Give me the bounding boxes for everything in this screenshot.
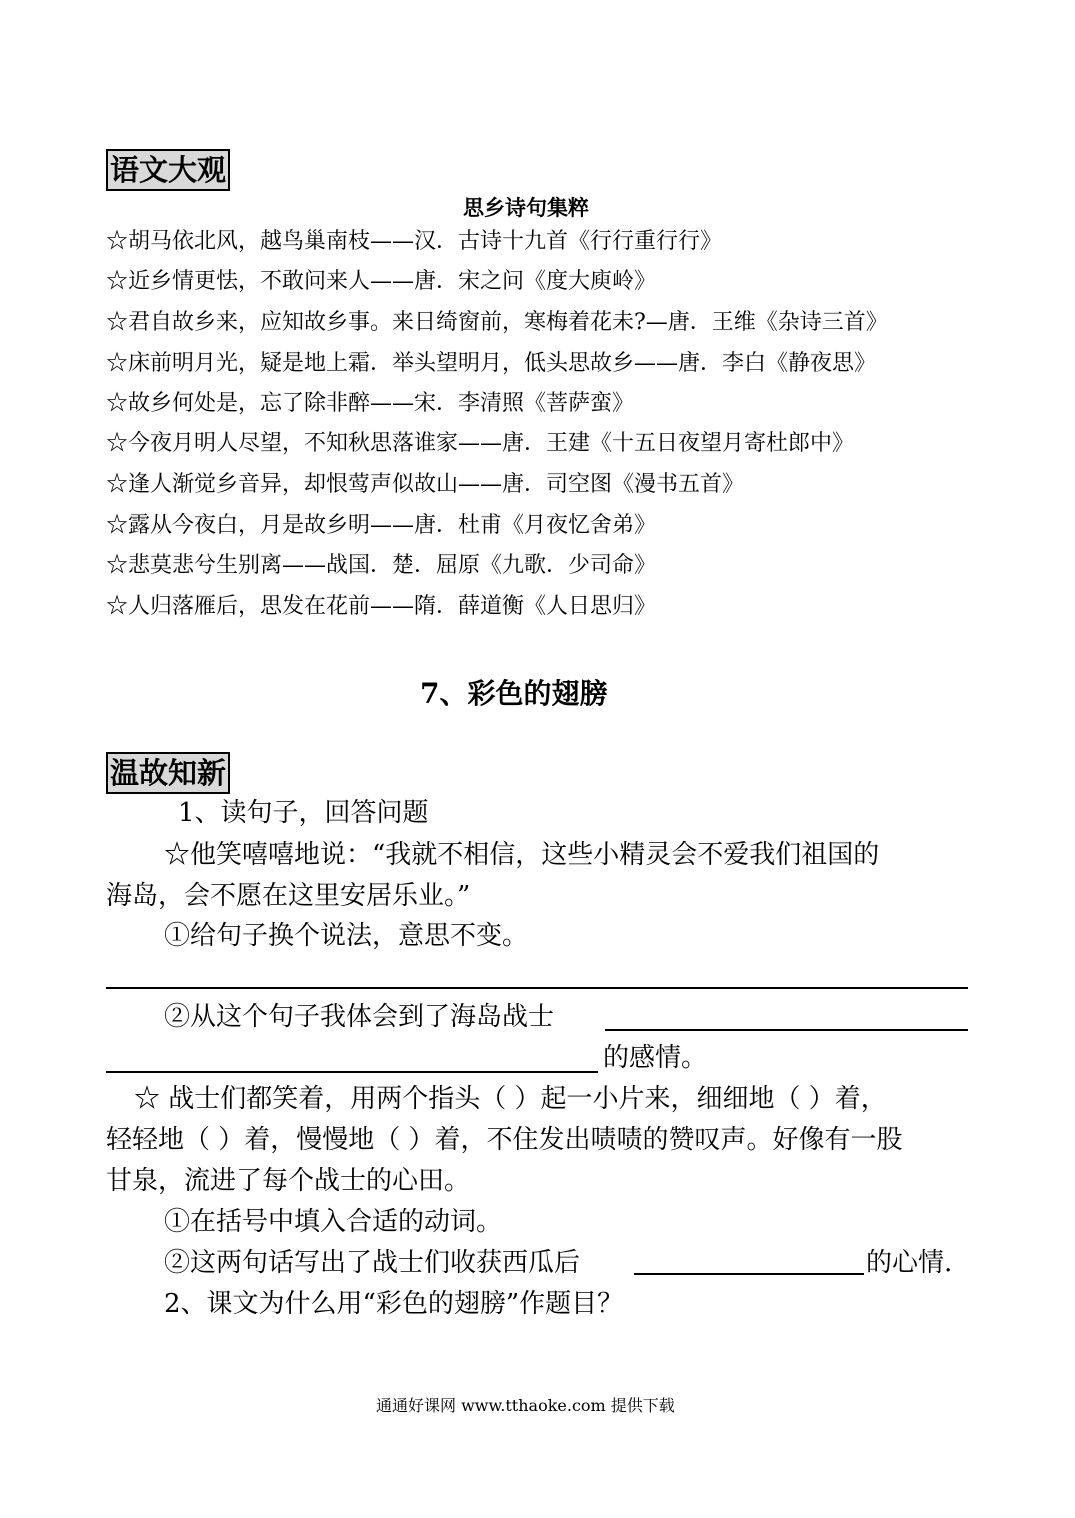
quote-line: 海岛，会不愿在这里安居乐业。” [106,881,471,911]
poem-line: ☆近乡情更怯，不敢问来人——唐．宋之问《度大庾岭》 [106,269,657,294]
quote-line: ☆他笑嘻嘻地说：“我就不相信，这些小精灵会不爱我们祖国的 [164,840,880,870]
sub-question-feeling-suffix: 的感情。 [603,1043,708,1073]
sub-question-mood-suffix: 的心情. [866,1248,953,1278]
poem-line: ☆露从今夜白，月是故乡明——唐．杜甫《月夜忆舍弟》 [106,513,657,538]
question-2: 2、课文为什么用“彩色的翅膀”作题目？ [164,1289,624,1319]
answer-line[interactable] [106,987,968,989]
poem-line: ☆胡马依北风，越鸟巢南枝——汉．古诗十九首《行行重行行》 [106,229,723,254]
poem-line: ☆逢人渐觉乡音异，却恨莺声似故山——唐．司空图《漫书五首》 [106,472,745,497]
poem-line: ☆今夜月明人尽望，不知秋思落谁家——唐．王建《十五日夜望月寄杜郎中》 [106,431,855,456]
section-label-review: 温故知新 [106,752,230,794]
sub-question-mood-prefix: ②这两句话写出了战士们收获西瓜后 [164,1248,581,1278]
poem-line: ☆君自故乡来，应知故乡事。来日绮窗前，寒梅着花未?—唐．王维《杂诗三首》 [106,310,888,335]
lesson-title: 7、彩色的翅膀 [420,677,608,710]
answer-line[interactable] [634,1273,864,1275]
poem-line: ☆床前明月光，疑是地上霜．举头望明月，低头思故乡——唐．李白《静夜思》 [106,351,877,376]
sub-question-rephrase: ①给句子换个说法，意思不变。 [164,921,529,951]
poem-line: ☆人归落雁后，思发在花前——隋．薛道衡《人日思归》 [106,594,657,619]
poem-collection-title: 思乡诗句集粹 [463,195,589,220]
paragraph-line: 甘泉，流进了每个战士的心田。 [106,1166,471,1196]
paragraph-line: ☆ 战士们都笑着，用两个指头（ ）起一小片来，细细地（ ）着， [134,1084,887,1114]
section-label-chinese-overview: 语文大观 [106,149,230,191]
answer-line[interactable] [605,1029,968,1031]
paragraph-line: 轻轻地（ ）着，慢慢地（ ）着，不住发出啧啧的赞叹声。好像有一股 [106,1125,903,1155]
poem-line: ☆悲莫悲兮生别离——战国．楚．屈原《九歌．少司命》 [106,553,657,578]
page-footer: 通通好课网 www.tthaoke.com 提供下载 [376,1396,675,1415]
poem-line: ☆故乡何处是，忘了除非醉——宋．李清照《菩萨蛮》 [106,391,635,416]
answer-line[interactable] [106,1071,598,1073]
question-1: 1、读句子，回答问题 [178,798,429,828]
sub-question-verbs: ①在括号中填入合适的动词。 [164,1207,503,1237]
sub-question-feeling-prefix: ②从这个句子我体会到了海岛战士 [164,1002,555,1032]
